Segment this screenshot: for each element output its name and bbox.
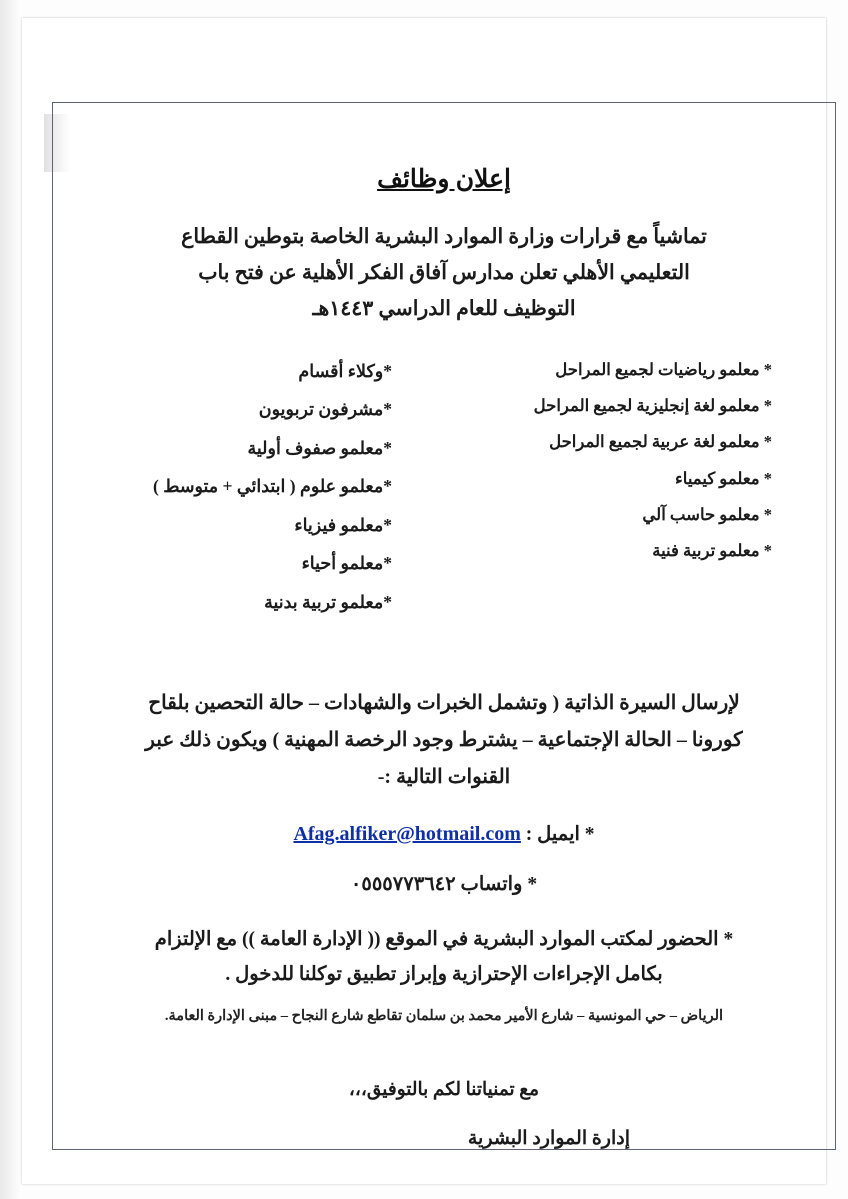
attendance-paragraph: * الحضور لمكتب الموارد البشرية في الموقع (( الإدارة العامة )) مع الإلتزام بكامل الإجراءات الإحترازية وإبراز تطبيق توكلنا للدخول . [154, 929, 734, 986]
document-content [62, 110, 826, 1150]
list-item: *معلمو صفوف أولية [247, 437, 392, 458]
email-label: * ايميل : [525, 824, 595, 846]
signature-line: إدارة الموارد البشرية [467, 1128, 630, 1150]
closing-wishes: مع تمنياتنا لكم بالتوفيق،،، [348, 1080, 540, 1101]
page-edge-shading [0, 0, 22, 1199]
email-link[interactable]: Afag.alfiker@hotmail.com [293, 823, 521, 846]
list-item: * معلمو كيمياء [675, 468, 772, 488]
list-item: * معلمو تربية فنية [652, 541, 772, 561]
list-item: * معلمو لغة عربية لجميع المراحل [549, 432, 772, 452]
whatsapp-label: * واتساب [460, 874, 538, 896]
list-item: *معلمو علوم ( ابتدائي + متوسط ) [153, 476, 392, 497]
address-line: الرياض – حي المونسية – شارع الأمير محمد بن سلمان تقاطع شارع النجاح – مبنى الإدارة العامة. [164, 1008, 724, 1025]
spacer [108, 631, 780, 685]
list-item: * معلمو لغة إنجليزية لجميع المراحل [533, 395, 772, 415]
jobs-column-left [444, 352, 780, 622]
paper-sheet [22, 18, 826, 1184]
list-item: * معلمو رياضيات لجميع المراحل [555, 359, 772, 379]
whatsapp-channel [139, 872, 749, 896]
list-item: *مشرفون تربويون [258, 399, 392, 420]
list-item: * معلمو حاسب آلي [642, 504, 772, 524]
intro-paragraph: تماشياً مع قرارات وزارة الموارد البشرية الخاصة بتوطين القطاع التعليمي الأهلي تعلن مدارس آفاق الفكر الأهلية عن فتح باب التوظيف للعام الدراسي ١٤٤٣هـ [181, 226, 707, 320]
list-item: *وكلاء أقسام [298, 360, 392, 381]
email-channel [139, 822, 749, 846]
page-title: إعلان وظائف [377, 166, 511, 193]
list-item: *معلمو تربية بدنية [264, 591, 392, 612]
whatsapp-number: ٠٥٥٥٧٧٣٦٤٢ [350, 874, 456, 896]
jobs-column-right [108, 352, 444, 622]
list-item: *معلمو فيزياء [294, 514, 392, 535]
jobs-list [108, 352, 780, 622]
list-item: *معلمو أحياء [301, 553, 392, 574]
cv-instructions-paragraph: لإرسال السيرة الذاتية ( وتشمل الخبرات والشهادات – حالة التحصين بلقاح كورونا – الحالة الإجتماعية – يشترط وجود الرخصة المهنية ) ويكون ذلك عبر القنوات التالية :- [145, 692, 743, 789]
